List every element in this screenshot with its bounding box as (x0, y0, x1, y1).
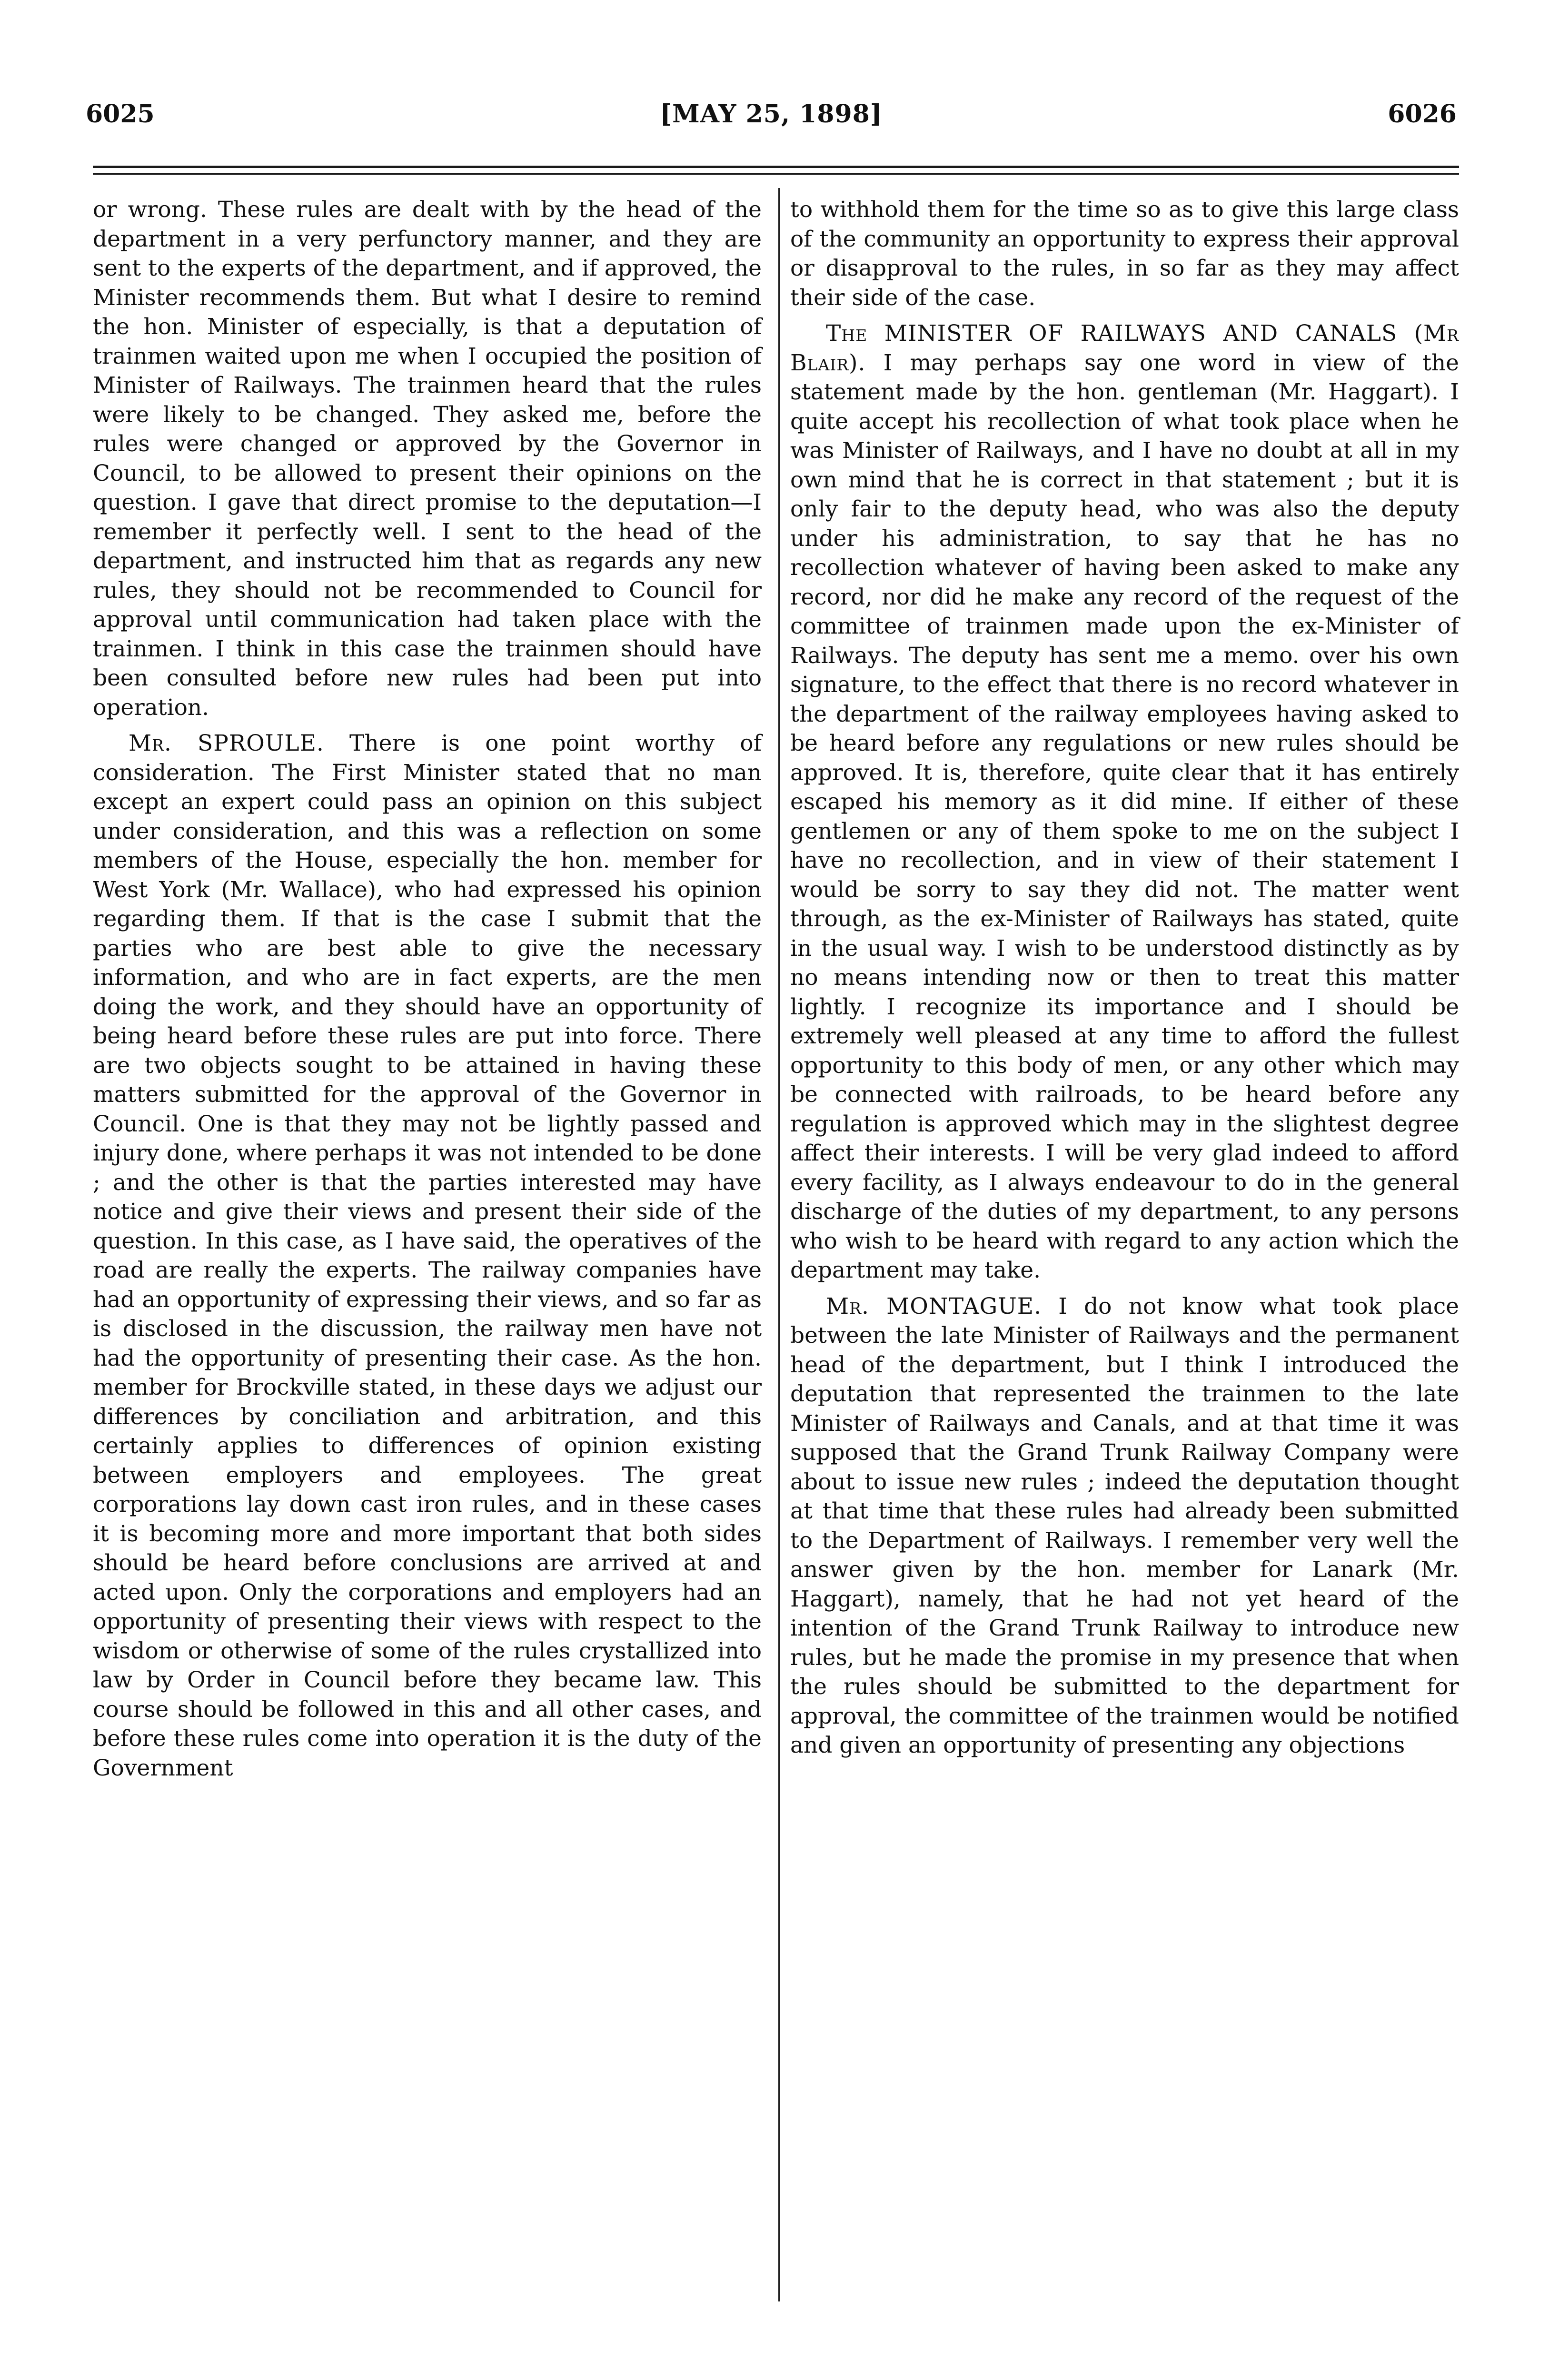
left-paragraph-2 (93, 729, 762, 1783)
header-rule-thick (93, 166, 1459, 168)
page-number-right: 6026 (1388, 99, 1457, 129)
page-header (86, 95, 1457, 133)
header-rule-thin (93, 173, 1459, 175)
page-date: [MAY 25, 1898] (660, 99, 883, 129)
speaker-name: Mr. SPROULE. (129, 730, 324, 756)
right-paragraph-1: to withhold them for the time so as to give this large class of the community an opportunity to express their approval or disapproval to the rules, in so far as they may affect their side of the case. (790, 197, 1459, 311)
left-column (93, 195, 762, 1789)
speech-text: I may perhaps say one word in view of the statement made by the hon. gentleman (Mr. Haggart). I quite accept his recollection of what took place when he was Minister of Railways, and I have no doubt at all in my own mind that he is correct in that statement ; but it is only fair to the deputy head, who was also the deputy under his administration, to say that he has no recollection whatever of having been asked to make any record, nor did he make any record of the request of the committee of trainmen made upon the ex-Minister of Railways. The deputy has sent me a memo. over his own signature, to the effect that there is no record whatever in the department of the railway employees having asked to be heard before any regulations or new rules should be approved. It is, therefore, quite clear that it has entirely escaped his memory as it did mine. If either of these gentlemen or any of them spoke to me on the subject I have no recollection, and in view of their statement I would be sorry to say they did not. The matter went through, as the ex-Minister of Railways has stated, quite in the usual way. I wish to be understood distinctly as by no means intending now or then to treat this matter lightly. I recognize its importance and I should be extremely well pleased at any time to afford the fullest opportunity to this body of men, or any other which may be connected with railroads, to be heard before any regulation is approved which may in the slightest degree affect their interests. I will be very glad indeed to afford every facility, as I always endeavour to do in the general discharge of the duties of my department, to any persons who wish to be heard with regard to any action which the department may take. (790, 349, 1459, 1283)
speaker-name: The MINISTER OF RAILWAYS AND CANALS (Mr Blair). (790, 320, 1459, 376)
right-paragraph-3 (790, 1292, 1459, 1760)
left-paragraph-1: or wrong. These rules are dealt with by the head of the department in a very perfunctory manner, and they are sent to the experts of the department, and if approved, the Minister recommends them. But what I desire to remind the hon. Minister of especially, is that a deputation of trainmen waited upon me when I occupied the position of Minister of Railways. The trainmen heard that the rules were likely to be changed. They asked me, before the rules were changed or approved by the Governor in Council, to be allowed to present their opinions on the question. I gave that direct promise to the deputation—I remember it perfectly well. I sent to the head of the department, and instructed him that as regards any new rules, they should not be recommended to Council for approval until communication had taken place with the trainmen. I think in this case the trainmen should have been consulted before new rules had been put into operation. (93, 197, 762, 721)
speech-text: I do not know what took place between the late Minister of Railways and the permanent head of the department, but I think I introduced the deputation that represented the trainmen to the late Minister of Railways and Canals, and at that time it was supposed that the Grand Trunk Railway Company were about to issue new rules ; indeed the deputation thought at that time that these rules had already been submitted to the Department of Railways. I remember very well the answer given by the hon. member for Lanark (Mr. Haggart), namely, that he had not yet heard of the intention of the Grand Trunk Railway to introduce new rules, but he made the promise in my presence that when the rules should be submitted to the department for approval, the committee of the trainmen would be notified and given an opportunity of presenting any objections (790, 1293, 1459, 1758)
right-paragraph-2 (790, 319, 1459, 1285)
speech-text: There is one point worthy of consideration. The First Minister stated that no man except an expert could pass an opinion on this subject under consideration, and this was a reflection on some members of the House, especially the hon. member for West York (Mr. Wallace), who had expressed his opinion regarding them. If that is the case I submit that the parties who are best able to give the necessary information, and who are in fact experts, are the men doing the work, and they should have an opportunity of being heard before these rules are put into force. There are two objects sought to be attained in having these matters submitted for the approval of the Governor in Council. One is that they may not be lightly passed and injury done, where perhaps it was not intended to be done ; and the other is that the parties interested may have notice and give their views and present their side of the question. In this case, as I have said, the operatives of the road are really the experts. The railway companies have had an opportunity of expressing their views, and so far as is disclosed in the discussion, the railway men have not had the opportunity of presenting their case. As the hon. member for Brockville stated, in these days we adjust our differences by conciliation and arbitration, and this certainly applies to differences of opinion existing between employers and employees. The great corporations lay down cast iron rules, and in these cases it is becoming more and more important that both sides should be heard before conclusions are arrived at and acted upon. Only the corporations and employers had an opportunity of presenting their views with respect to the wisdom or otherwise of some of the rules crystallized into law by Order in Council before they became law. This course should be followed in this and all other cases, and before these rules come into operation it is the duty of the Government (93, 730, 762, 1781)
right-column (790, 195, 1459, 1767)
speaker-name: Mr. MONTAGUE. (826, 1293, 1042, 1319)
page-number-left: 6025 (86, 99, 155, 129)
column-divider (778, 188, 780, 2301)
